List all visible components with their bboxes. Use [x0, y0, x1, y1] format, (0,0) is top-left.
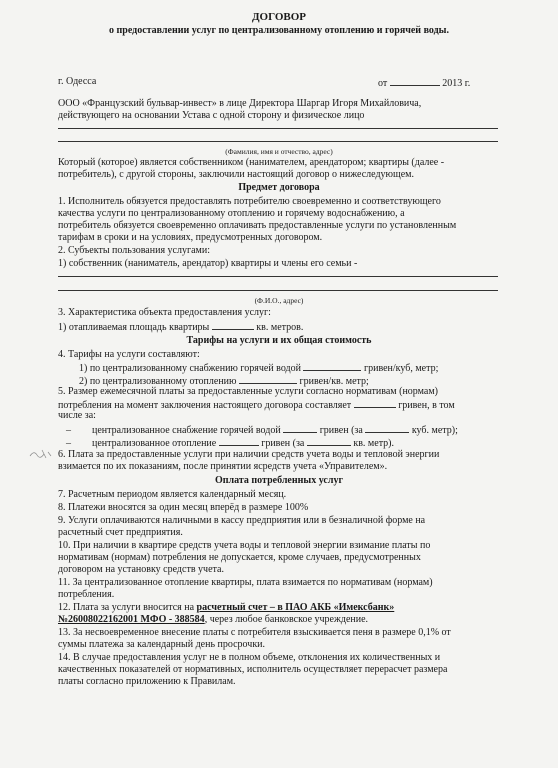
heading-tariffs: Тарифы на услуги и их общая стоимость	[186, 335, 372, 346]
p3: 3. Характеристика объекта предоставления услуг:	[58, 307, 271, 318]
p9-line-1: 9. Услуги оплачиваются наличными в кассу предприятия или в безналичной форме на	[58, 515, 426, 526]
heading-payment: Оплата потребленных услуг	[214, 475, 343, 486]
p1-line-2: качества услуги по централизованному отоплению и горячему водоснабжению, а	[58, 208, 405, 219]
p11-line-2: потребления.	[58, 589, 115, 600]
p2: 2. Субъекты пользования услугами:	[58, 245, 210, 256]
owner-line-1: Который (которое) является собственником (нанимателем, арендатором; квартиры (далее -	[58, 157, 445, 168]
scan-scribble-mark	[28, 446, 54, 462]
p3-area: 1) отапливаемая площадь квартиры кв. метров.	[58, 322, 304, 333]
p4: 4. Тарифы на услуги составляют:	[58, 349, 200, 360]
p1-line-3: потребитель обязуется своевременно оплачивать предоставленные услуги по установленным	[58, 220, 457, 231]
p14-line-3: платы согласно приложению к Правилам.	[58, 676, 236, 687]
heading-subject: Предмет договора	[238, 182, 320, 193]
date-from: от 2013 г.	[378, 78, 471, 89]
p2-list: 1) собственник (наниматель, арендатор) квартиры и члены его семьи -	[58, 258, 358, 269]
p12-line-1: 12. Плата за услуги вносится на расчетный счет – в ПАО АКБ «Имексбанк»	[58, 602, 395, 613]
document-subtitle: о предоставлении услуг по централизованному отоплению и горячей воды.	[109, 25, 449, 36]
city: г. Одесса	[58, 76, 97, 87]
p14-line-2: качественных показателей от нормативных, исполнитель осуществляет перерасчет размера	[58, 664, 448, 675]
p4-hot-water: 1) по централизованному снабжению горячей водой гривен/куб, метр;	[79, 363, 439, 374]
p5-hot-water: – централизованное снабжение горячей водой гривен (за куб. метр);	[66, 425, 458, 436]
p13-line-2: суммы платежа за календарный день просрочки.	[58, 639, 266, 650]
p11-line-1: 11. За централизованное отопление квартиры, плата взимается по нормативам (нормам)	[58, 577, 433, 588]
caption-fio-address-2: (Ф.И.О., адрес)	[254, 296, 304, 305]
p8: 8. Платежи вносятся за один месяц вперёд в размере 100%	[58, 502, 309, 513]
p7: 7. Расчетным периодом является календарный месяц.	[58, 489, 287, 500]
p4-heating: 2) по централизованному отоплению гривен/кв. метр;	[79, 376, 369, 387]
blank-line	[58, 290, 498, 291]
document-title: ДОГОВОР	[251, 11, 307, 23]
p10-line-1: 10. При наличии в квартире средств учета воды и тепловой энергии взимание платы по	[58, 540, 431, 551]
party-line-1: ООО «Французский бульвар-инвест» в лице Директора Шаргар Игоря Михайловича,	[58, 98, 422, 109]
owner-line-2: потребитель), с другой стороны, заключили настоящий договор о нижеследующем.	[58, 169, 414, 180]
p6-line-1: 6. Плата за предоставленные услуги при наличии средств учета воды и тепловой энергии	[58, 449, 440, 460]
blank-line	[58, 141, 498, 142]
p5-line-3: числе за:	[58, 410, 96, 421]
p13-line-1: 13. За несвоевременное внесение платы с потребителя взыскивается пеня в размере 0,1% от	[58, 627, 451, 638]
p10-line-2: нормативам (нормам) потребления не допускается, кроме случаев, предусмотренных	[58, 552, 421, 563]
blank-line	[58, 128, 498, 129]
p5-line-1: 5. Размер ежемесячной платы за предоставленные услуги согласно нормативам (нормам)	[58, 386, 438, 397]
p9-line-2: расчетный счет предприятия.	[58, 527, 183, 538]
p10-line-3: договором на установку средств учета.	[58, 564, 224, 575]
blank-line	[58, 276, 498, 277]
p14-line-1: 14. В случае предоставления услуг не в полном объеме, отклонения их количественных и	[58, 652, 441, 663]
p5-heating: – централизованное отопление гривен (за кв. метр).	[66, 438, 395, 449]
p6-line-2: взимается по их показаниям, после принятии ясредств учета «Управителем».	[58, 461, 388, 472]
p1-line-1: 1. Исполнитель обязуется предоставлять потребителю своевременно и соответствующего	[58, 196, 441, 207]
p5-line-2: потребления на момент заключения настоящего договора составляет гривен, в том	[58, 400, 455, 411]
caption-fio-address: (Фамилия, имя и отчество, адрес)	[225, 147, 333, 156]
party-line-2: действующего на основании Устава с одной сторону и физическое лицо	[58, 110, 365, 121]
p1-line-4: тарифам в сроки и на условиях, предусмотренных договором.	[58, 232, 323, 243]
p12-line-2: №26008022162001 МФО - 388584, через любое банковское учреждение.	[58, 614, 369, 625]
